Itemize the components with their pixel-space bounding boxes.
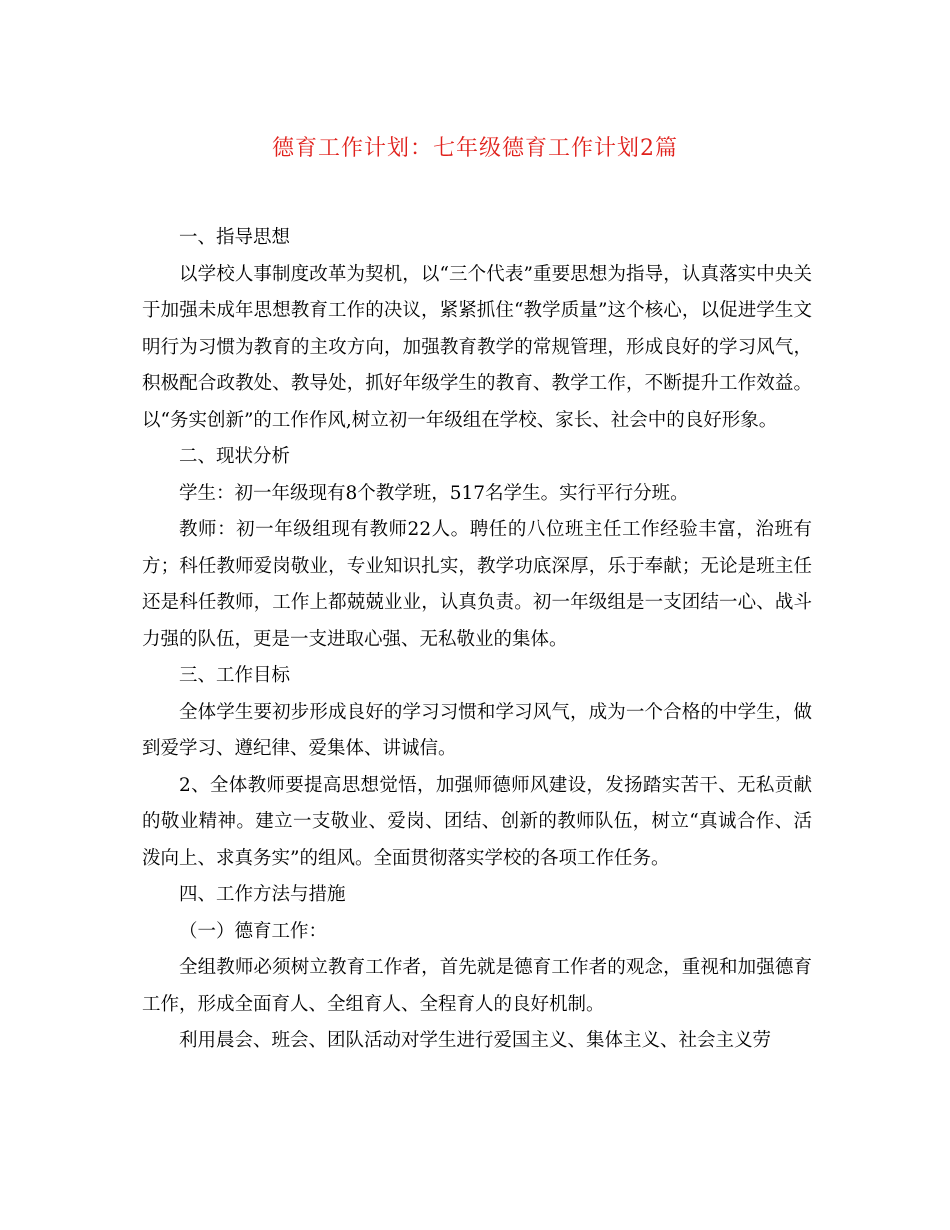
paragraph-activities: 利用晨会、班会、团队活动对学生进行爱国主义、集体主义、社会主义劳 xyxy=(179,1030,772,1051)
section-heading-current-analysis: 二、现状分析 xyxy=(179,446,291,467)
document-body xyxy=(142,220,812,1060)
paragraph-moral-education: 全组教师必须树立教育工作者，首先就是德育工作者的观念，重视和加强德育工作，形成全面育人、全组育人、全程育人的良好机制。 xyxy=(142,957,812,1015)
paragraph-guiding-ideology: 以学校人事制度改革为契机，以“三个代表”重要思想为指导，认真落实中央关于加强未成年思想教育工作的决议，紧紧抓住“教学质量”这个核心，以促进学生文明行为习惯为教育的主攻方向，加强教育教学的常规管理，形成良好的学习风气，积极配合政教处、教导处，抓好年级学生的教育、教学工作，不断提升工作效益。以“务实创新”的工作作风,树立初一年级组在学校、家长、社会中的良好形象。 xyxy=(142,263,812,431)
paragraph-student-goals: 全体学生要初步形成良好的学习习惯和学习风气，成为一个合格的中学生，做到爱学习、遵纪律、爱集体、讲诚信。 xyxy=(142,701,812,759)
section-heading-guiding-ideology: 一、指导思想 xyxy=(179,227,291,248)
section-heading-work-goals: 三、工作目标 xyxy=(179,665,291,686)
paragraph-students: 学生：初一年级现有8个教学班，517名学生。实行平行分班。 xyxy=(179,482,689,504)
paragraph-teacher-goals: 2、全体教师要提高思想觉悟，加强师德师风建设，发扬踏实苦干、无私贡献的敬业精神。建立一支敬业、爱岗、团结、创新的教师队伍，树立“真诚合作、活泼向上、求真务实”的组风。全面贯彻落实学校的各项工作任务。 xyxy=(142,774,812,869)
section-heading-methods: 四、工作方法与措施 xyxy=(179,884,346,905)
document-title: 德育工作计划：七年级德育工作计划2篇 xyxy=(272,136,678,161)
paragraph-teachers: 教师：初一年级组现有教师22人。聘任的八位班主任工作经验丰富，治班有方；科任教师爱岗敬业，专业知识扎实，教学功底深厚，乐于奉献；无论是班主任还是科任教师，工作上都兢兢业业，认真负责。初一年级组是一支团结一心、战斗力强的队伍，更是一支进取心强、无私敬业的集体。 xyxy=(142,519,812,650)
subsection-heading-moral-education: （一）德育工作： xyxy=(179,920,328,942)
